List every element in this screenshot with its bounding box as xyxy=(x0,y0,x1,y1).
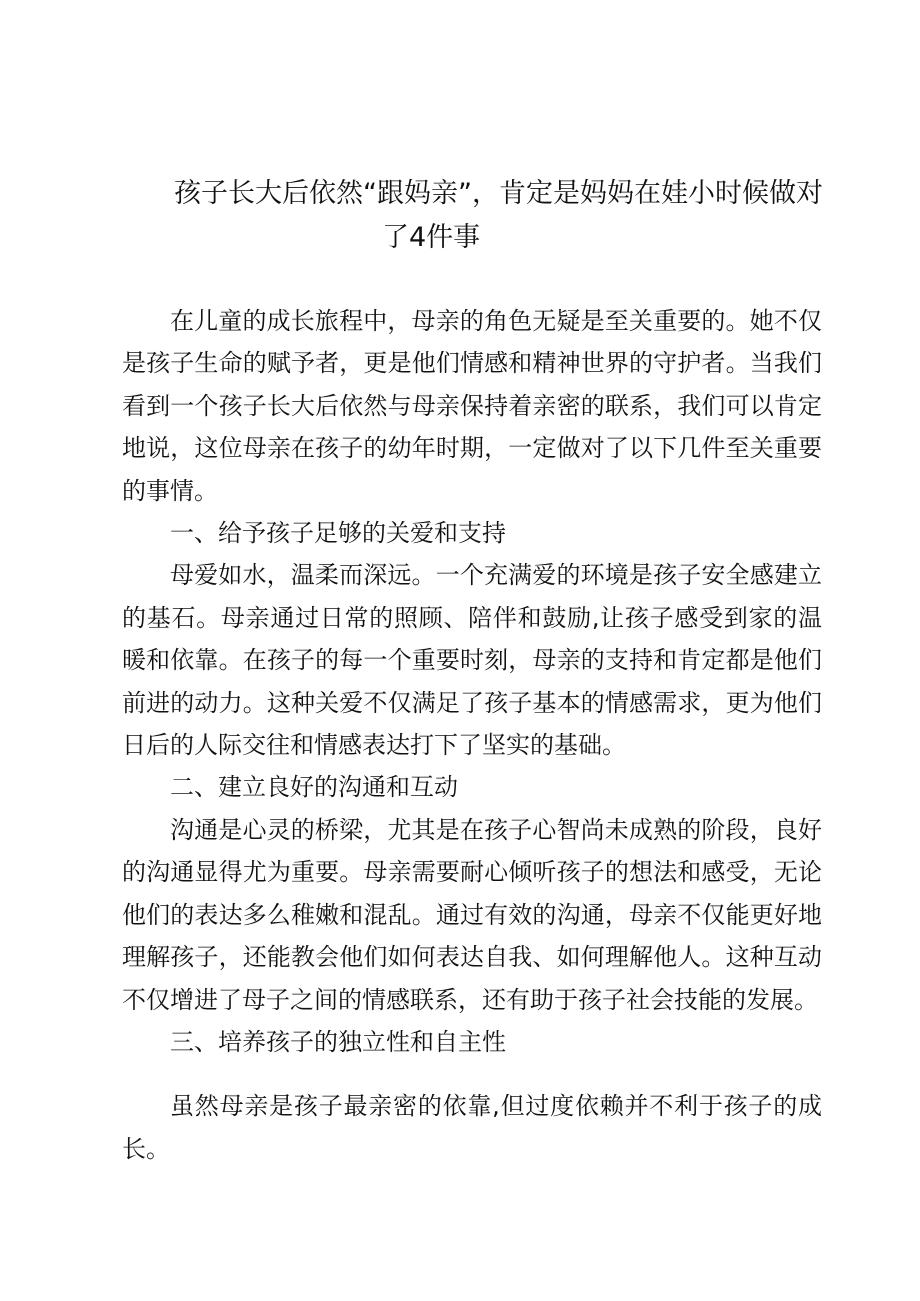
section-paragraph-1: 母爱如水，温柔而深远。一个充满爱的环境是孩子安全感建立的基石。母亲通过日常的照顾、陪伴和鼓励,让孩子感受到家的温暖和依靠。在孩子的每一个重要时刻，母亲的支持和肯定都是他们前进的动力。这种关爱不仅满足了孩子基本的情感需求，更为他们日后的人际交往和情感表达打下了坚实的基础。 xyxy=(122,561,822,760)
section-heading-2: 二、建立良好的沟通和互动 xyxy=(170,773,458,802)
intro-paragraph: 在儿童的成长旅程中，母亲的角色无疑是至关重要的。她不仅是孩子生命的赋予者，更是他们情感和精神世界的守护者。当我们看到一个孩子长大后依然与母亲保持着亲密的联系，我们可以肯定地说，这位母亲在孩子的幼年时期，一定做对了以下几件至关重要的事情。 xyxy=(122,307,822,505)
section-heading-3: 三、培养孩子的独立性和自主性 xyxy=(170,1027,506,1056)
title-line-1: 孩子长大后依然“跟妈亲”，肯定是妈妈在娃小时候做对 xyxy=(174,178,823,209)
document-body xyxy=(122,300,822,1170)
title-line-2: 了4件事 xyxy=(382,222,481,253)
section-paragraph-3: 虽然母亲是孩子最亲密的依靠,但过度依赖并不利于孩子的成长。 xyxy=(122,1092,822,1163)
section-heading-1: 一、给予孩子足够的关爱和支持 xyxy=(170,519,506,548)
document-title xyxy=(120,172,840,260)
section-paragraph-2: 沟通是心灵的桥梁，尤其是在孩子心智尚未成熟的阶段，良好的沟通显得尤为重要。母亲需要耐心倾听孩子的想法和感受，无论他们的表达多么稚嫩和混乱。通过有效的沟通，母亲不仅能更好地理解孩子，还能教会他们如何表达自我、如何理解他人。这种互动不仅增进了母子之间的情感联系，还有助于孩子社会技能的发展。 xyxy=(122,815,822,1014)
